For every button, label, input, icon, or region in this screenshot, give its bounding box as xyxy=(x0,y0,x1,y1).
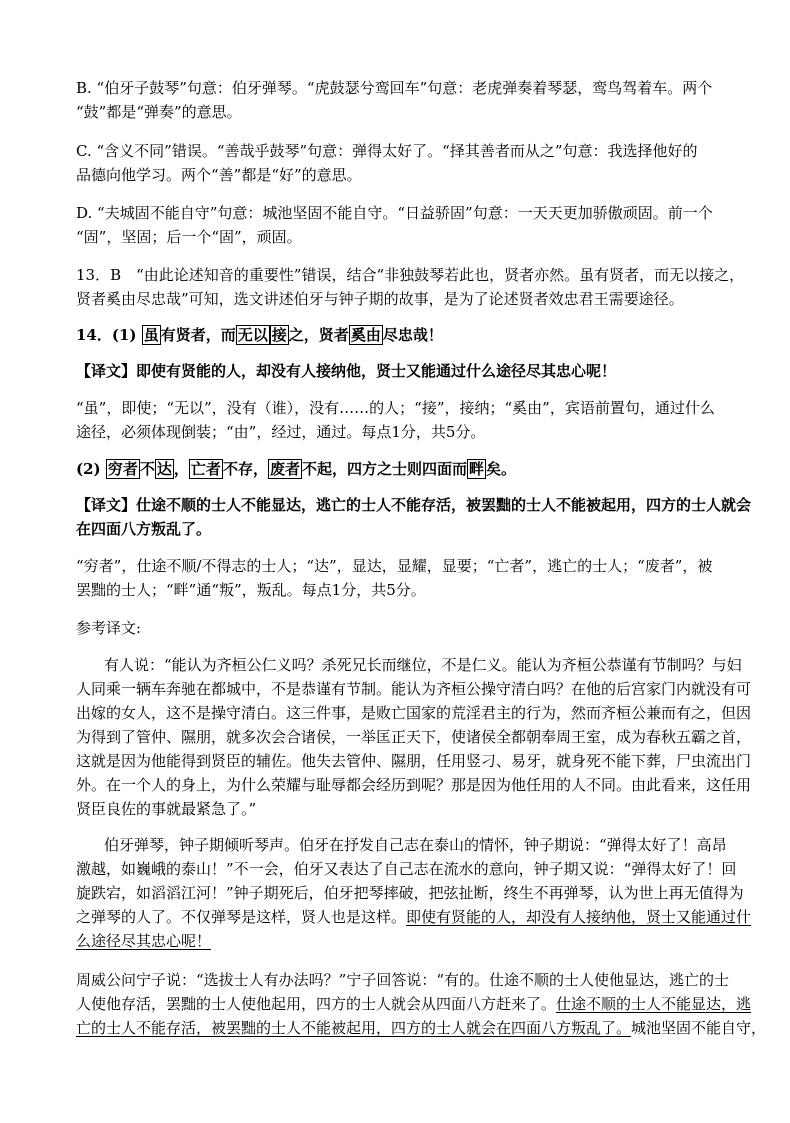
sentence-text: 不存， xyxy=(222,460,268,478)
para2-underlined-line: 么途径尽其忠心呢！ xyxy=(76,932,212,950)
keyword-box: 奚由 xyxy=(350,326,381,344)
underlined-answer: 仕途不顺的士人不能显达，逃 xyxy=(556,995,752,1013)
keyword-box: 接 xyxy=(271,326,287,344)
para3-text: 人使他存活，罢黜的士人使他起用，四方的士人就会从四面八方赶来了。 xyxy=(76,995,557,1013)
q14-1-sentence xyxy=(76,325,443,345)
q14-2-note-1: “穷者”，仕途不顺/不得志的士人；“达”，显达，显耀，显要；“亡者”，逃亡的士人；“废者”，被 xyxy=(76,557,713,575)
option-b-line-2: “鼓”都是“弹奏”的意思。 xyxy=(76,103,242,121)
translation-tag: 【译文】 xyxy=(76,362,137,380)
para1-line: 出嫁的女人，这不是操守清白。这三件事，是败亡国家的荒淫君主的行为，然而齐桓公兼而有之，但因 xyxy=(76,704,752,722)
sentence-text: 不起，四方之士则四面而 xyxy=(301,460,467,478)
q14-1-translation xyxy=(76,361,616,381)
para1-line: 为得到了管仲、隰朋，就多次会合诸侯，一举匡正天下，使诸侯全都朝奉周王室，成为春秋五霸之首， xyxy=(76,728,752,746)
para2-line: 伯牙弹琴，钟子期倾听琴声。伯牙在抒发自己志在泰山的情怀，钟子期说：“弹得太好了！高昂 xyxy=(104,836,727,854)
option-d-line-1: D. “夫城固不能自守”句意：城池坚固不能自守。“日益骄固”句意：一天天更加骄傲顽固。前一个 xyxy=(76,204,713,222)
translation-text: 仕途不顺的士人不能显达，逃亡的士人不能存活，被罢黜的士人不能被起用，四方的士人就会 xyxy=(136,496,752,514)
option-d-line-2: “固”，坚固；后一个“固”，顽固。 xyxy=(76,228,302,246)
q14-1-number: 14．(1) xyxy=(76,326,142,344)
keyword-box: 达 xyxy=(156,460,172,478)
underlined-answer: 即使有贤能的人，却没有人接纳他，贤士又能通过什 xyxy=(406,908,752,926)
sentence-text: 不 xyxy=(139,460,155,478)
para1-line: 外。在一个人的身上，为什么荣耀与耻辱都会经历到呢？那是因为他任用的人不同。由此看来，这任用 xyxy=(76,776,752,794)
q13-line-2: 贤者奚由尽忠哉”可知，选文讲述伯牙与钟子期的故事，是为了论述贤者效忠君王需要途径。 xyxy=(76,290,684,308)
para2-line: 旋跌宕，如滔滔江河！”钟子期死后，伯牙把琴摔破，把弦扯断，终生不再弹琴，认为世上再无值得为 xyxy=(76,884,744,902)
reference-title: 参考译文: xyxy=(76,619,142,637)
underlined-answer: 亡的士人不能存活，被罢黜的士人不能被起用，四方的士人就会在四面八方叛乱了。 xyxy=(76,1019,632,1037)
keyword-box: 穷者 xyxy=(107,460,138,478)
para2-line: 激越，如巍峨的泰山！”不一会，伯牙又表达了自己志在流水的意向，钟子期又说：“弹得太好了！回 xyxy=(76,860,737,878)
q14-1-note-2: 途径，必须体现倒装；“由”，经过，通过。每点1分，共5分。 xyxy=(76,423,486,441)
option-c-line-2: 品德向他学习。两个“善”都是“好”的意思。 xyxy=(76,166,362,184)
sentence-text: 之，贤者 xyxy=(288,326,349,344)
translation-text: 即使有贤能的人，却没有人接纳他，贤士又能通过什么途径尽其忠心呢！ xyxy=(136,362,617,380)
sentence-text: 有贤者，而 xyxy=(160,326,236,344)
para3-text: 城池坚固不能自守， xyxy=(631,1019,767,1037)
q14-2-sentence xyxy=(76,459,516,479)
q14-2-translation-2: 在四面八方叛乱了。 xyxy=(76,520,212,538)
para3-line: 周威公问宁子说：“选拔士人有办法吗？”宁子回答说：“有的。仕途不顺的士人使他显达，逃亡的士 xyxy=(76,971,730,989)
para1-line: 有人说：“能认为齐桓公仁义吗？杀死兄长而继位，不是仁义。能认为齐桓公恭谨有节制吗？与妇 xyxy=(104,656,742,674)
para2-line xyxy=(76,907,751,927)
keyword-box: 虽 xyxy=(143,326,159,344)
para2-text: 之弹琴的人了。不仅弹琴是这样，贤人也是这样。 xyxy=(76,908,407,926)
option-c-line-1: C. “含义不同”错误。“善哉乎鼓琴”句意：弹得太好了。“择其善者而从之”句意：我选择他好的 xyxy=(76,142,698,160)
keyword-box: 畔 xyxy=(468,460,484,478)
q14-2-number: (2) xyxy=(76,460,106,478)
para1-line: 这就是因为他能得到贤臣的辅佐。他失去管仲、隰朋，任用竖刁、易牙，就身死不能下葬，尸虫流出门 xyxy=(76,752,752,770)
q14-2-translation-1 xyxy=(76,495,751,515)
sentence-text: 矣。 xyxy=(486,460,517,478)
para3-line xyxy=(76,1018,766,1038)
keyword-box: 无以 xyxy=(237,326,268,344)
q14-1-note-1: “虽”，即使；“无以”，没有（谁），没有……的人；“接”，接纳；“奚由”，宾语前置句，通过什么 xyxy=(76,399,715,417)
keyword-box: 废者 xyxy=(269,460,300,478)
option-b-line-1: B. “伯牙子鼓琴”句意：伯牙弹琴。“虎鼓瑟兮鸾回车”句意：老虎弹奏着琴瑟，鸾鸟驾着车。两个 xyxy=(76,79,713,97)
keyword-box: 亡者 xyxy=(190,460,221,478)
q13-line-1: 13．B “由此论述知音的重要性”错误，结合“非独鼓琴若此也，贤者亦然。虽有贤者，而无以接之， xyxy=(76,266,745,284)
para1-line: 贤臣良佐的事就最紧急了。” xyxy=(76,800,257,818)
translation-tag: 【译文】 xyxy=(76,496,137,514)
para1-line: 人同乘一辆车奔驰在都城中，不是恭谨有节制。能认为齐桓公操守清白吗？在他的后宫家门内就没有可 xyxy=(76,680,752,698)
para3-line xyxy=(76,994,751,1014)
q14-2-note-2: 罢黜的士人；“畔”通“叛”，叛乱。每点1分，共5分。 xyxy=(76,581,426,599)
sentence-text: ， xyxy=(173,460,189,478)
sentence-text: 尽忠哉！ xyxy=(382,326,443,344)
